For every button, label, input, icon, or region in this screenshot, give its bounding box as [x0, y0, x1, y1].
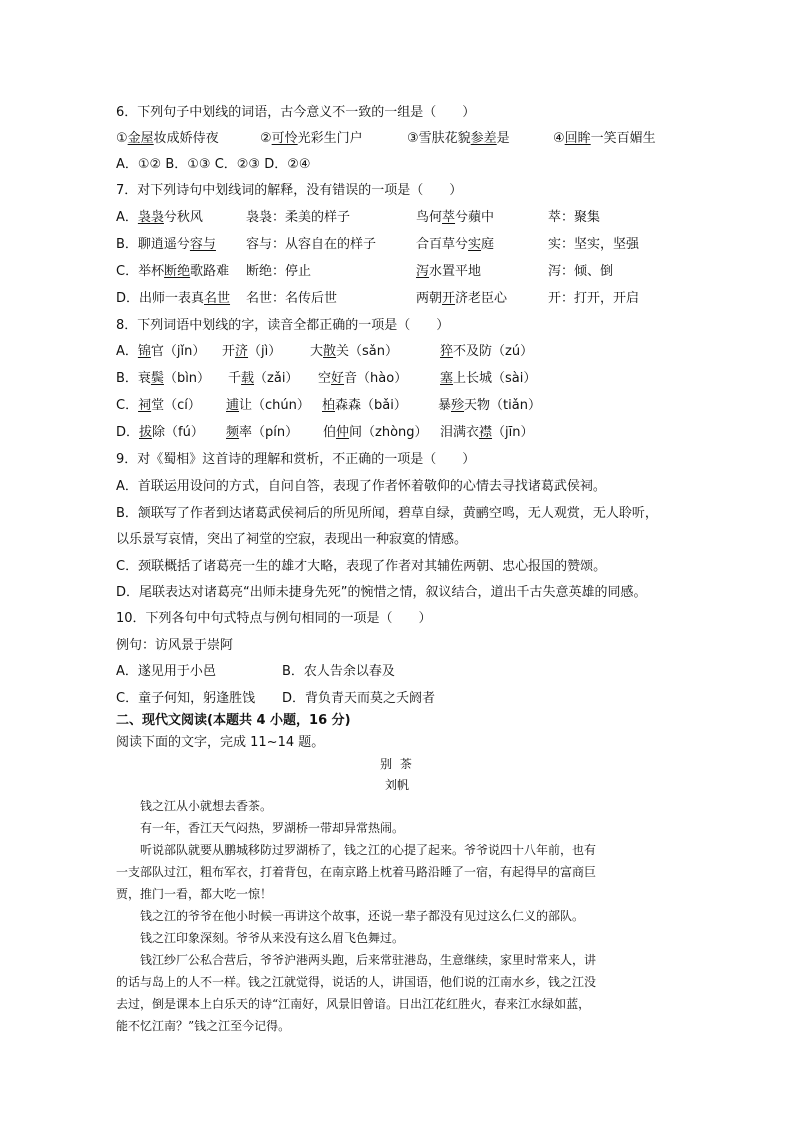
q7-row-d-word2: 两朝开济老臣心 [416, 291, 508, 306]
q6-stem: 6．下列句子中划线的词语，古今意义不一致的一组是（ ） [116, 105, 476, 120]
q6-options: A．①② B．①③ C．②③ D．②④ [116, 157, 311, 172]
q7-stem: 7．对下列诗句中划线词的解释，没有错误的一项是（ ） [116, 183, 463, 198]
q8-stem: 8．下列词语中划线的字，读音全都正确的一项是（ ） [116, 318, 450, 333]
q7-row-a-word: A．袅袅兮秋风 [116, 210, 203, 225]
q7-row-c-gloss2: 泻：倾、倒 [548, 264, 614, 279]
q7-row-c-gloss: 断绝：停止 [246, 264, 312, 279]
q9-option-a: A．首联运用设问的方式，自问自答，表现了作者怀着敬仰的心情去寻找诸葛武侯祠。 [116, 479, 606, 494]
q7-row-b-gloss: 容与：从容自在的样子 [246, 237, 377, 252]
article-para-2: 有一年，香江天气闷热，罗湖桥一带却异常热闹。 [140, 821, 405, 835]
q7-row-b-word: B．聊逍遥兮容与 [116, 237, 216, 252]
q7-row-c-word: C．举杯断绝歌路难 [116, 264, 230, 279]
q8-a-2: 开济（jì） [222, 344, 282, 359]
q10-example: 例句：访风景于崇阿 [116, 638, 234, 653]
article-para-3-line2: 一支部队过江，粗布军衣，打着背包，在南京路上枕着马路沿睡了一宿，有起得早的富商巨 [116, 865, 597, 879]
article-para-6-line2: 的话与岛上的人不一样。钱之江就觉得，说话的人，讲国语，他们说的江南水乡，钱之江没 [116, 975, 597, 989]
q8-b-4: 塞上长城（sài） [440, 371, 537, 386]
article-para-6-line3: 去过，倒是课本上白乐天的诗“江南好，风景旧曾谙。日出江花红胜火，春来江水绿如蓝， [116, 997, 591, 1011]
q8-c-4: 暴殄天物（tiǎn） [438, 398, 541, 413]
q7-row-b-gloss2: 实：坚实，坚强 [548, 237, 640, 252]
q10-option-b: B．农人告余以春及 [282, 664, 395, 679]
q8-b-1: B．衰鬓（bìn） [116, 371, 211, 386]
q7-row-d-word: D．出师一表真名世 [116, 291, 231, 306]
q6-item-4: ④回眸一笑百媚生 [553, 131, 656, 146]
section-instruction: 阅读下面的文字，完成 11~14 题。 [116, 735, 325, 750]
q8-c-1: C．祠堂（cí） [116, 398, 201, 413]
q9-stem: 9．对《蜀相》这首诗的理解和赏析，不正确的一项是（ ） [116, 452, 476, 467]
q8-a-3: 大散关（sǎn） [310, 344, 399, 359]
q9-option-b-line1: B．颔联写了作者到达诸葛武侯祠后的所见所闻，碧草自绿，黄鹂空鸣，无人观赏，无人聆听， [116, 506, 658, 521]
article-para-3-line1: 听说部队就要从鹏城移防过罗湖桥了，钱之江的心提了起来。爷爷说四十八年前，也有 [140, 843, 597, 857]
q8-a-1: A．锦官（jǐn） [116, 344, 206, 359]
q7-row-a-gloss2: 萃：聚集 [548, 210, 601, 225]
article-para-6-line1: 钱江纱厂公私合营后，爷爷沪港两头跑，后来常驻港岛，生意继续，家里时常来人，讲 [140, 953, 597, 967]
q10-option-a: A．遂见用于小邑 [116, 664, 216, 679]
section-heading: 二、现代文阅读(本题共 4 小题，16 分) [116, 713, 351, 728]
q8-d-4: 泪满衣襟（jīn） [440, 425, 534, 440]
q7-row-a-gloss: 袅袅：柔美的样子 [246, 210, 351, 225]
q8-b-2: 千载（zǎi） [228, 371, 299, 386]
article-title: 别 茶 [380, 757, 414, 771]
q10-stem: 10．下列各句中句式特点与例句相同的一项是（ ） [116, 611, 432, 626]
article-para-3-line3: 贾，推门一看，都大吃一惊！ [116, 887, 273, 901]
q8-d-3: 伯仲间（zhòng） [323, 425, 428, 440]
q8-d-2: 频率（pín） [226, 425, 299, 440]
q9-option-c: C．颈联概括了诸葛亮一生的雄才大略，表现了作者对其辅佐两朝、忠心报国的赞颂。 [116, 559, 607, 574]
article-para-5: 钱之江印象深刻。爷爷从来没有这么眉飞色舞过。 [140, 931, 405, 945]
q6-item-3: ③雪肤花貌参差是 [407, 131, 510, 146]
q6-item-1: ①金屋妆成娇侍夜 [116, 131, 219, 146]
article-para-6-line4: 能不忆江南？”钱之江至今记得。 [116, 1019, 291, 1033]
q7-row-c-word2: 泻水置平地 [416, 264, 482, 279]
q7-row-a-word2: 鸟何萃兮蘋中 [416, 210, 495, 225]
q7-row-b-word2: 合百草兮实庭 [416, 237, 495, 252]
q9-option-d: D．尾联表达对诸葛亮“出师未捷身先死”的惋惜之情，叙议结合，道出千古失意英雄的同感。 [116, 585, 647, 600]
article-para-4: 钱之江的爷爷在他小时候一再讲这个故事，还说一辈子都没有见过这么仁义的部队。 [140, 909, 585, 923]
q8-c-3: 柏森森（bǎi） [322, 398, 407, 413]
q8-a-4: 猝不及防（zú） [440, 344, 534, 359]
q8-b-3: 空好音（hào） [318, 371, 408, 386]
q10-option-d: D．背负青天而莫之夭阏者 [282, 691, 436, 706]
q7-row-d-gloss2: 开：打开，开启 [548, 291, 640, 306]
article-author: 刘帆 [384, 778, 409, 792]
article-para-1: 钱之江从小就想去香茶。 [140, 799, 273, 813]
q8-c-2: 逋让（chún） [226, 398, 310, 413]
q8-d-1: D．拔除（fú） [116, 425, 204, 440]
q7-row-d-gloss: 名世：名传后世 [246, 291, 338, 306]
q10-option-c: C．童子何知，躬逢胜饯 [116, 691, 256, 706]
q9-option-b-line2: 以乐景写哀情，突出了祠堂的空寂，表现出一种寂寞的情感。 [116, 532, 468, 547]
q6-item-2: ②可怜光彩生门户 [260, 131, 363, 146]
